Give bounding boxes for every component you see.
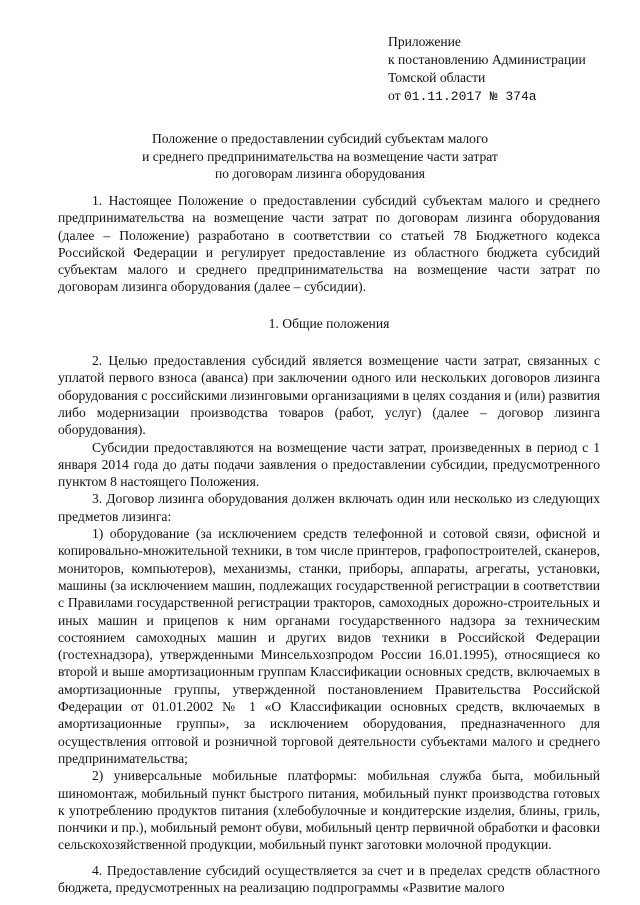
paragraph-3-item-2: 2) универсальные мобильные платформы: мобильная служба быта, мобильный шиномонтаж, мобильный пункт быстрого питания, мобильный пункт производства готовых к употреблению продуктов питания (хлебобулочные и кондитерские изделия, блины, гриль, пончики и пр.), мобильный ремонт обуви, мобильный центр первичной обработки и фасовки сельскохозяйственной продукции, мобильный пункт заготовки молочной продукции.: [58, 768, 600, 853]
appendix-date-stamp: 01.11.2017 № 374а: [403, 89, 537, 104]
paragraph-3: 3. Договор лизинга оборудования должен включать один или несколько из следующих предметов лизинга:: [58, 491, 600, 524]
title-line-1: Положение о предоставлении субсидий субъектам малого: [151, 131, 489, 146]
paragraph-4: 4. Предоставление субсидий осуществляется за счет и в пределах средств областного бюджета, предусмотренных на реализацию подпрограммы «Развитие малого: [58, 862, 600, 895]
document-title: [80, 130, 560, 183]
paragraph-3-item-1: 1) оборудование (за исключением средств телефонной и сотовой связи, офисной и копировально-множительной техники, в том числе принтеров, графопостроителей, сканеров, мониторов, компьютеров), механизмы, станки, приборы, аппараты, агрегаты, установки, машины (за исключением машин, подлежащих государственной регистрации в соответствии с Правилами государственной регистрации тракторов, самоходных дорожно-строительных и иных машин и прицепов к ним органами государственного надзора за техническим состоянием самоходных машин и других видов техники в Российской Федерации (гостехнадзора), утвержденными Минсельхозпродом России 16.01.1995), относящиеся ко второй и выше амортизационным группам Классификации основных средств, включаемых в амортизационные группы, утвержденной постановлением Правительства Российской Федерации от 01.01.2002 № 1 «О Классификации основных средств, включаемых в амортизационные группы», за исключением оборудования, предназначенного для осуществления оптовой и розничной торговой деятельности субъектами малого и среднего предпринимательства;: [58, 526, 600, 766]
title-line-2: и среднего предпринимательства на возмещение части затрат: [142, 148, 498, 164]
appendix-date-prefix: от: [388, 88, 404, 103]
appendix-region: Томской области: [388, 70, 486, 85]
appendix-label: Приложение: [388, 34, 461, 49]
section-heading-general: 1. Общие положения: [268, 315, 390, 331]
paragraph-1: 1. Настоящее Положение о предоставлении субсидий субъектам малого и среднего предпринимательства на возмещение части затрат по договорам лизинга оборудования (далее – Положение) разработано в соответствии со статьей 78 Бюджетного кодекса Российской Федерации и регулирует предоставление из областного бюджета субсидий субъектам малого и среднего предпринимательства на возмещение части затрат по договорам лизинга оборудования (далее – субсидии).: [58, 193, 600, 295]
appendix-date-line: [388, 87, 628, 106]
document-body: [58, 192, 600, 896]
appendix-decree: к постановлению Администрации: [388, 52, 586, 67]
paragraph-2: 2. Целью предоставления субсидий является возмещение части затрат, связанных с уплатой первого взноса (аванса) при заключении одного или нескольких договоров лизинга оборудования с российскими лизинговыми организациями в целях создания и (или) развития либо модернизации производства товаров (работ, услуг) (далее – договор лизинга оборудования).: [58, 353, 600, 438]
appendix-header: [388, 33, 628, 106]
title-line-3: по договорам лизинга оборудования: [214, 166, 425, 181]
paragraph-2b: Субсидии предоставляются на возмещение части затрат, произведенных в период с 1 января 2014 года до даты подачи заявления о предоставлении субсидии, предусмотренного пунктом 8 настоящего Положения.: [58, 439, 600, 490]
